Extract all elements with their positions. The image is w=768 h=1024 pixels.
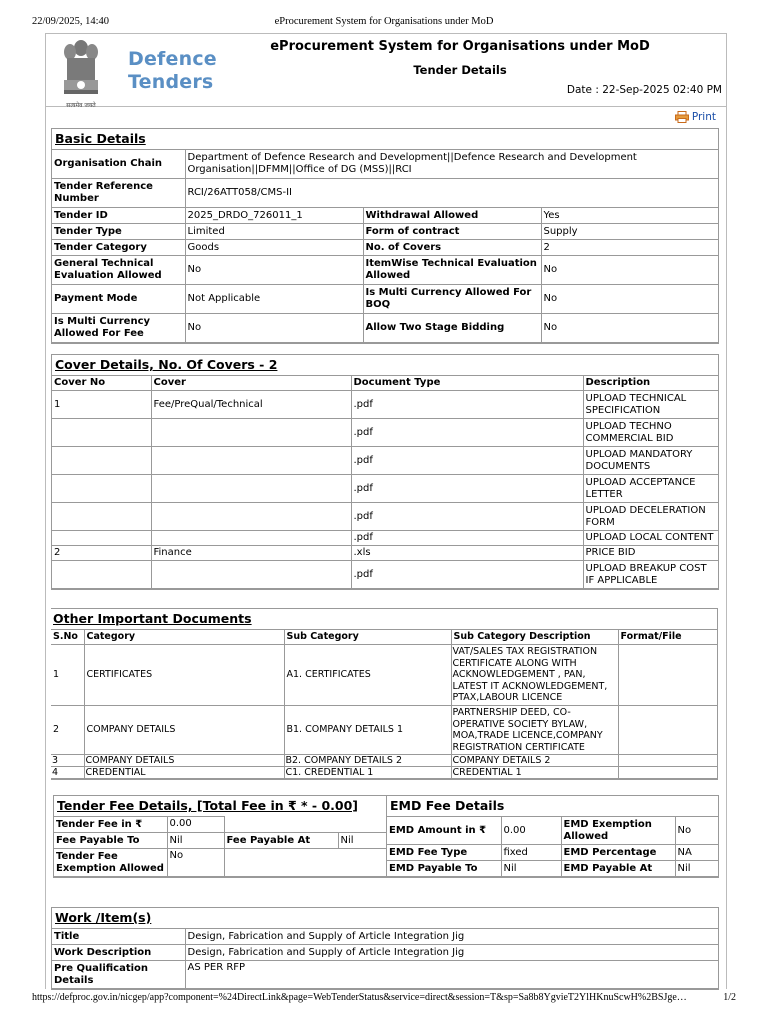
- emd-payable-at-label: EMD Payable At: [561, 861, 675, 877]
- emd-fee-section: [386, 795, 719, 878]
- prequal-label: Pre Qualification Details: [52, 961, 185, 989]
- prequal-value: AS PER RFP: [185, 961, 718, 989]
- org-chain-value: Department of Defence Research and Development||Defence Research and Development Organisation||DFMM||Office of DG (MSS)||RCI: [185, 150, 718, 179]
- table-cell: .pdf: [351, 531, 583, 546]
- page-number: 1/2: [723, 992, 736, 1003]
- emd-payable-at-value: Nil: [675, 861, 718, 877]
- table-cell: UPLOAD LOCAL CONTENT: [583, 531, 718, 546]
- gen-tech-eval-value: No: [185, 256, 363, 285]
- empty-cell: [224, 849, 386, 877]
- table-cell: 2: [52, 546, 151, 561]
- current-date: Date : 22-Sep-2025 02:40 PM: [566, 84, 722, 96]
- table-row: [51, 706, 717, 755]
- table-row: [52, 285, 718, 314]
- table-cell: UPLOAD DECELERATION FORM: [583, 503, 718, 531]
- emblem-motto: सत्यमेव जयते: [66, 102, 96, 109]
- print-header: [32, 14, 736, 30]
- table-row: [52, 929, 718, 945]
- table-row: [52, 475, 718, 503]
- table-cell: UPLOAD TECHNO COMMERCIAL BID: [583, 419, 718, 447]
- work-description-label: Work Description: [52, 945, 185, 961]
- table-cell: [151, 531, 351, 546]
- table-cell: [151, 561, 351, 589]
- table-row: [51, 645, 717, 706]
- tender-id-label: Tender ID: [52, 208, 185, 224]
- tender-fee-section: [53, 795, 387, 878]
- basic-details-table: [52, 149, 718, 343]
- emd-fee-table: [387, 816, 718, 877]
- table-row: [52, 531, 718, 546]
- table-row: [51, 767, 717, 779]
- emd-percentage-label: EMD Percentage: [561, 845, 675, 861]
- table-row: [52, 256, 718, 285]
- fee-payable-to-label: Fee Payable To: [54, 833, 167, 849]
- print-title: eProcurement System for Organisations under MoD: [274, 16, 494, 27]
- table-row: [52, 179, 718, 208]
- table-cell: UPLOAD BREAKUP COST IF APPLICABLE: [583, 561, 718, 589]
- print-label: Print: [691, 111, 716, 123]
- table-row: [52, 240, 718, 256]
- table-cell: [52, 419, 151, 447]
- table-cell: B1. COMPANY DETAILS 1: [284, 706, 451, 755]
- form-of-contract-value: Supply: [541, 224, 718, 240]
- site-header: [46, 34, 726, 107]
- table-cell: COMPANY DETAILS: [84, 706, 284, 755]
- table-cell: .xls: [351, 546, 583, 561]
- table-cell: .pdf: [351, 447, 583, 475]
- emd-amount-label: EMD Amount in ₹: [387, 817, 501, 845]
- tender-id-value: 2025_DRDO_726011_1: [185, 208, 363, 224]
- logo-line-1: Defence: [128, 48, 217, 70]
- print-datetime: 22/09/2025, 14:40: [32, 16, 110, 27]
- table-row: [52, 208, 718, 224]
- table-cell: [52, 531, 151, 546]
- basic-details-title: Basic Details: [55, 131, 146, 146]
- work-title-label: Title: [52, 929, 185, 945]
- fee-payable-at-value: Nil: [338, 833, 386, 849]
- tender-ref-label: Tender Reference Number: [52, 179, 185, 208]
- table-cell: [151, 475, 351, 503]
- withdrawal-label: Withdrawal Allowed: [363, 208, 541, 224]
- multi-currency-boq-label: Is Multi Currency Allowed For BOQ: [363, 285, 541, 314]
- org-chain-label: Organisation Chain: [52, 150, 185, 179]
- column-header: Sub Category: [284, 630, 451, 645]
- column-header: Cover No: [52, 376, 151, 391]
- table-cell: 4: [51, 767, 84, 779]
- fee-exemption-value: No: [167, 849, 224, 877]
- national-emblem-icon: [58, 36, 104, 112]
- no-of-covers-value: 2: [541, 240, 718, 256]
- table-cell: .pdf: [351, 561, 583, 589]
- emd-fee-type-value: fixed: [501, 845, 561, 861]
- multi-currency-fee-value: No: [185, 314, 363, 343]
- table-cell: [52, 503, 151, 531]
- multi-currency-boq-value: No: [541, 285, 718, 314]
- empty-cell: [224, 817, 386, 833]
- fee-exemption-label: Tender Fee Exemption Allowed: [54, 849, 167, 877]
- table-row: [52, 314, 718, 343]
- payment-mode-label: Payment Mode: [52, 285, 185, 314]
- emd-fee-type-label: EMD Fee Type: [387, 845, 501, 861]
- table-row: [54, 833, 386, 849]
- printer-icon: [675, 111, 689, 123]
- page-sheet: [45, 33, 727, 989]
- fee-payable-at-label: Fee Payable At: [224, 833, 338, 849]
- table-cell: Finance: [151, 546, 351, 561]
- column-header: Document Type: [351, 376, 583, 391]
- table-cell: [151, 447, 351, 475]
- logo-line-2: Tenders: [128, 71, 214, 93]
- fee-payable-to-value: Nil: [167, 833, 224, 849]
- table-cell: PRICE BID: [583, 546, 718, 561]
- table-row: [52, 224, 718, 240]
- table-cell: [52, 447, 151, 475]
- emd-payable-to-label: EMD Payable To: [387, 861, 501, 877]
- form-of-contract-label: Form of contract: [363, 224, 541, 240]
- table-row: [52, 945, 718, 961]
- table-cell: .pdf: [351, 503, 583, 531]
- table-row: [52, 391, 718, 419]
- table-cell: [151, 419, 351, 447]
- table-row: [52, 561, 718, 589]
- table-cell: UPLOAD TECHNICAL SPECIFICATION: [583, 391, 718, 419]
- work-items-section: [51, 907, 719, 990]
- table-cell: UPLOAD MANDATORY DOCUMENTS: [583, 447, 718, 475]
- page-title: Tender Details: [413, 63, 507, 77]
- table-cell: .pdf: [351, 475, 583, 503]
- table-cell: [618, 755, 717, 767]
- tender-fee-title: Tender Fee Details, [Total Fee in ₹ * - 0.00]: [57, 798, 359, 813]
- table-cell: UPLOAD ACCEPTANCE LETTER: [583, 475, 718, 503]
- print-footer: [32, 990, 736, 1006]
- table-cell: .pdf: [351, 419, 583, 447]
- other-documents-section: [51, 608, 718, 780]
- table-cell: [618, 706, 717, 755]
- table-header-row: [52, 376, 718, 391]
- column-header: Format/File: [618, 630, 717, 645]
- table-cell: 3: [51, 755, 84, 767]
- emd-exemption-value: No: [675, 817, 718, 845]
- tender-fee-label: Tender Fee in ₹: [54, 817, 167, 833]
- emd-exemption-label: EMD Exemption Allowed: [561, 817, 675, 845]
- table-row: [52, 447, 718, 475]
- table-cell: [618, 767, 717, 779]
- work-description-value: Design, Fabrication and Supply of Article Integration Jig: [185, 945, 718, 961]
- work-title-value: Design, Fabrication and Supply of Article Integration Jig: [185, 929, 718, 945]
- defence-tenders-logo: [128, 48, 217, 94]
- table-cell: COMPANY DETAILS: [84, 755, 284, 767]
- emd-payable-to-value: Nil: [501, 861, 561, 877]
- no-of-covers-label: No. of Covers: [363, 240, 541, 256]
- print-link[interactable]: [675, 111, 716, 123]
- table-row: [387, 817, 718, 845]
- table-row: [54, 817, 386, 833]
- cover-details-title: Cover Details, No. Of Covers - 2: [55, 357, 278, 372]
- table-cell: [151, 503, 351, 531]
- itemwise-tech-eval-label: ItemWise Technical Evaluation Allowed: [363, 256, 541, 285]
- work-items-title: Work /Item(s): [55, 910, 152, 925]
- table-row: [52, 503, 718, 531]
- site-title: eProcurement System for Organisations under MoD: [270, 39, 650, 54]
- table-cell: 2: [51, 706, 84, 755]
- table-cell: .pdf: [351, 391, 583, 419]
- cover-details-section: [51, 354, 719, 590]
- table-cell: COMPANY DETAILS 2: [451, 755, 618, 767]
- work-items-table: [52, 928, 718, 989]
- table-row: [51, 755, 717, 767]
- table-cell: 1: [51, 645, 84, 706]
- column-header: S.No: [51, 630, 84, 645]
- table-row: [52, 150, 718, 179]
- table-row: [52, 419, 718, 447]
- emd-fee-title: EMD Fee Details: [390, 798, 505, 813]
- page-url: https://defproc.gov.in/nicgep/app?component=%24DirectLink&page=WebTenderStatus&service=direct&session=T&sp=Sa8b8YgvieT2YlHKnuScwH%2BSJge…: [32, 992, 687, 1003]
- tender-fee-value: 0.00: [167, 817, 224, 833]
- table-cell: CERTIFICATES: [84, 645, 284, 706]
- two-stage-bidding-label: Allow Two Stage Bidding: [363, 314, 541, 343]
- basic-details-section: [51, 128, 719, 344]
- itemwise-tech-eval-value: No: [541, 256, 718, 285]
- tender-ref-value: RCI/26ATT058/CMS-II: [185, 179, 718, 208]
- tender-category-label: Tender Category: [52, 240, 185, 256]
- table-row: [52, 546, 718, 561]
- table-row: [52, 961, 718, 989]
- table-cell: C1. CREDENTIAL 1: [284, 767, 451, 779]
- table-cell: [618, 645, 717, 706]
- tender-type-label: Tender Type: [52, 224, 185, 240]
- table-cell: Fee/PreQual/Technical: [151, 391, 351, 419]
- table-cell: CREDENTIAL: [84, 767, 284, 779]
- emd-amount-value: 0.00: [501, 817, 561, 845]
- table-header-row: [51, 630, 717, 645]
- table-cell: A1. CERTIFICATES: [284, 645, 451, 706]
- multi-currency-fee-label: Is Multi Currency Allowed For Fee: [52, 314, 185, 343]
- table-cell: VAT/SALES TAX REGISTRATION CERTIFICATE ALONG WITH ACKNOWLEDGEMENT , PAN, LATEST IT ACKNOWLEDGEMENT, PTAX,LABOUR LICENCE: [451, 645, 618, 706]
- table-row: [387, 861, 718, 877]
- tender-fee-table: [54, 816, 386, 877]
- table-cell: PARTNERSHIP DEED, CO-OPERATIVE SOCIETY BYLAW, MOA,TRADE LICENCE,COMPANY REGISTRATION CERTIFICATE: [451, 706, 618, 755]
- table-row: [54, 849, 386, 877]
- tender-category-value: Goods: [185, 240, 363, 256]
- withdrawal-value: Yes: [541, 208, 718, 224]
- table-row: [387, 845, 718, 861]
- column-header: Description: [583, 376, 718, 391]
- table-cell: B2. COMPANY DETAILS 2: [284, 755, 451, 767]
- payment-mode-value: Not Applicable: [185, 285, 363, 314]
- table-cell: [52, 561, 151, 589]
- tender-type-value: Limited: [185, 224, 363, 240]
- column-header: Cover: [151, 376, 351, 391]
- column-header: Sub Category Description: [451, 630, 618, 645]
- column-header: Category: [84, 630, 284, 645]
- cover-details-table: [52, 375, 718, 589]
- table-cell: [52, 475, 151, 503]
- emd-percentage-value: NA: [675, 845, 718, 861]
- other-documents-table: [51, 629, 717, 779]
- table-cell: 1: [52, 391, 151, 419]
- other-documents-title: Other Important Documents: [53, 611, 252, 626]
- two-stage-bidding-value: No: [541, 314, 718, 343]
- table-cell: CREDENTIAL 1: [451, 767, 618, 779]
- gen-tech-eval-label: General Technical Evaluation Allowed: [52, 256, 185, 285]
